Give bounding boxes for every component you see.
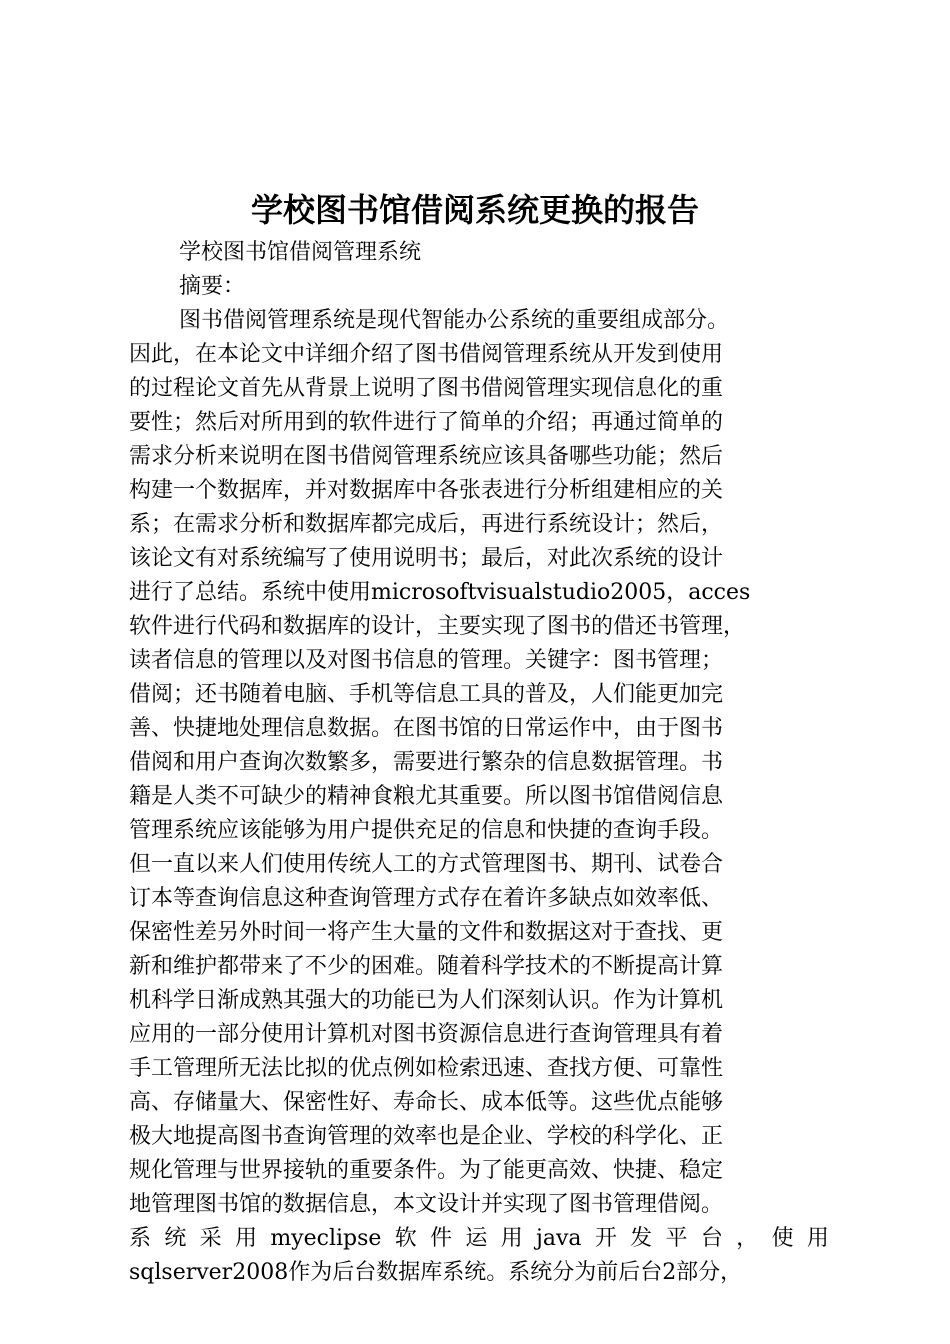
subtitle-line: 学校图书馆借阅管理系统 [179,240,422,265]
paragraph-line: 需求分析来说明在图书借阅管理系统应该具备哪些功能；然后 [129,444,724,469]
justified-token: 系 [129,1226,152,1251]
paragraph-line: 应用的一部分使用计算机对图书资源信息进行查询管理具有着 [129,1022,724,1047]
paragraph-line: 借阅；还书随着电脑、手机等信息工具的普及，人们能更加完 [129,682,724,707]
paragraph-line: sqlserver2008作为后台数据库系统。系统分为前后台2部分， [129,1260,743,1285]
justified-token: 台 [700,1226,723,1251]
justified-token: 用 [500,1226,523,1251]
justified-token: 开 [594,1226,617,1251]
paragraph-line: 要性；然后对所用到的软件进行了简单的介绍；再通过简单的 [129,410,724,435]
justified-token: 平 [665,1226,688,1251]
paragraph-line: 保密性差另外时间一将产生大量的文件和数据这对于查找、更 [129,920,724,945]
justified-token: ， [736,1226,759,1251]
justified-token: 使 [771,1226,794,1251]
justified-token: myeclipse [270,1226,382,1251]
justified-token: java [536,1226,582,1251]
document-body [129,236,829,1290]
justified-token: 软 [394,1226,417,1251]
justified-token: 用 [806,1226,829,1251]
paragraph-line: 订本等查询信息这种查询管理方式存在着许多缺点如效率低、 [129,886,724,911]
paragraph-line: 手工管理所无法比拟的优点例如检索迅速、查找方便、可靠性 [129,1056,724,1081]
paragraph-line: 善、快捷地处理信息数据。在图书馆的日常运作中，由于图书 [129,716,724,741]
abstract-label: 摘要： [179,274,246,299]
justified-token: 运 [465,1226,488,1251]
paragraph-line: 软件进行代码和数据库的设计，主要实现了图书的借还书管理， [129,614,746,639]
paragraph-line: 管理系统应该能够为用户提供充足的信息和快捷的查询手段。 [129,818,724,843]
paragraph-line: 读者信息的管理以及对图书信息的管理。关键字：图书管理； [129,648,724,673]
justified-token: 件 [430,1226,453,1251]
paragraph-line: 因此，在本论文中详细介绍了图书借阅管理系统从开发到使用 [129,342,724,367]
paragraph-line: 该论文有对系统编写了使用说明书；最后，对此次系统的设计 [129,546,724,571]
paragraph-line-justified [129,1222,829,1256]
paragraph-line: 新和维护都带来了不少的困难。随着科学技术的不断提高计算 [129,954,724,979]
justified-token: 用 [234,1226,257,1251]
paragraph-line: 系；在需求分析和数据库都完成后，再进行系统设计；然后， [129,512,724,537]
justified-token: 统 [164,1226,187,1251]
justified-token: 采 [199,1226,222,1251]
paragraph-line: 进行了总结。系统中使用microsoftvisualstudio2005，acces [129,580,751,605]
paragraph-line: 的过程论文首先从背景上说明了图书借阅管理实现信息化的重 [129,376,724,401]
paragraph-line: 构建一个数据库，并对数据库中各张表进行分析组建相应的关 [129,478,724,503]
paragraph-line: 但一直以来人们使用传统人工的方式管理图书、期刊、试卷合 [129,852,724,877]
paragraph-line: 借阅和用户查询次数繁多，需要进行繁杂的信息数据管理。书 [129,750,724,775]
paragraph-line: 图书借阅管理系统是现代智能办公系统的重要组成部分。 [179,308,730,333]
paragraph-line: 规化管理与世界接轨的重要条件。为了能更高效、快捷、稳定 [129,1158,724,1183]
document-title: 学校图书馆借阅系统更换的报告 [250,191,699,229]
paragraph-line: 高、存储量大、保密性好、寿命长、成本低等。这些优点能够 [129,1090,724,1115]
paragraph-line: 机科学日渐成熟其强大的功能已为人们深刻认识。作为计算机 [129,988,724,1013]
justified-token: 发 [630,1226,653,1251]
paragraph-line: 地管理图书馆的数据信息，本文设计并实现了图书管理借阅。 [129,1192,724,1217]
paragraph-line: 籍是人类不可缺少的精神食粮尤其重要。所以图书馆借阅信息 [129,784,724,809]
paragraph-line: 极大地提高图书查询管理的效率也是企业、学校的科学化、正 [129,1124,724,1149]
